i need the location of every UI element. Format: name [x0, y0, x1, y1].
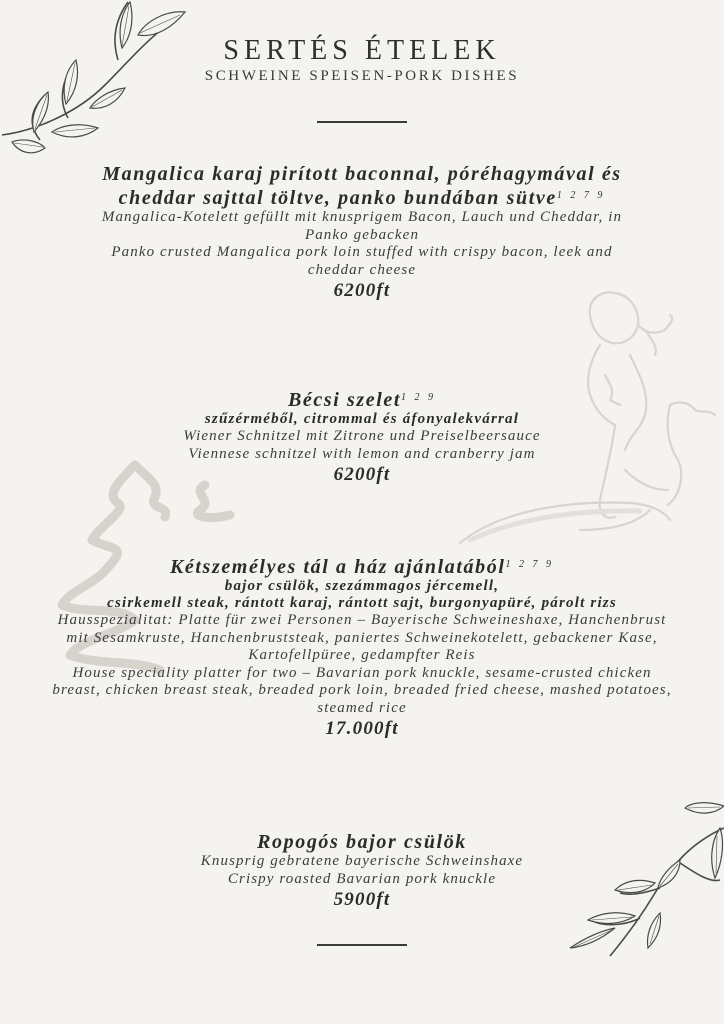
divider-bottom — [317, 944, 407, 946]
dish-price: 17.000ft — [325, 718, 399, 739]
dish-description: breast, chicken breast steak, breaded pork loin, breaded fried cheese, mashed potatoes, — [52, 682, 672, 698]
dish-name: Kétszemélyes tál a ház ajánlatából$^{1 2 7 9}$ — [169, 556, 554, 578]
allergen-codes: 1 2 7 9 — [556, 190, 606, 201]
dish-name: Ropogós bajor csülök — [257, 831, 467, 853]
dish-name: cheddar sajttal töltve, panko bundában sütve$^{1 2 7 9}$ — [118, 187, 606, 209]
dish-item — [14, 387, 710, 487]
dish-price: 6200ft — [333, 280, 391, 301]
page-title: SERTÉS ÉTELEK — [223, 35, 501, 66]
menu-header — [0, 36, 724, 85]
dish-description: Panko gebacken — [304, 226, 420, 243]
allergen-codes: 1 2 9 — [401, 392, 437, 403]
page-subtitle: SCHWEINE SPEISEN-PORK DISHES — [204, 68, 520, 84]
dish-description: Viennese schnitzel with lemon and cranberry jam — [188, 445, 536, 462]
dish-description: Hausspezialitat: Platte für zwei Personen – Bayerische Schweineshaxe, Hanchenbrust — [57, 612, 667, 628]
dish-subtitle: bajor csülök, szezámmagos jércemell, — [224, 578, 500, 594]
dish-name: Mangalica karaj pirított baconnal, póréhagymával és — [102, 163, 622, 185]
dish-description: Knusprig gebratene bayerische Schweinshaxe — [200, 853, 524, 869]
dish-description: Wiener Schnitzel mit Zitrone und Preiselbeersauce — [183, 428, 541, 444]
dish-description: steamed rice — [317, 699, 407, 716]
dish-description: cheddar cheese — [307, 261, 417, 278]
dish-description: mit Sesamkruste, Hanchenbruststeak, paniertes Schweinekotelett, gebackener Kase, — [66, 629, 658, 646]
dish-item — [14, 831, 710, 912]
dish-description: Panko crusted Mangalica pork loin stuffed with crispy bacon, leek and — [111, 244, 613, 260]
dish-description: Crispy roasted Bavarian pork knuckle — [227, 870, 497, 887]
dish-name: Bécsi szelet$^{1 2 9}$ — [287, 389, 437, 411]
dish-item — [14, 163, 710, 303]
divider-top — [317, 121, 407, 123]
dish-price: 6200ft — [333, 464, 391, 485]
dish-item — [14, 554, 710, 741]
dish-subtitle: szűzérméből, citrommal és áfonyalekvárral — [204, 411, 520, 427]
allergen-codes: 1 2 7 9 — [505, 559, 554, 570]
dish-description: Kartofellpüree, gedampfter Reis — [248, 647, 476, 663]
dish-description: Mangalica-Kotelett gefüllt mit knusprigem Bacon, Lauch und Cheddar, in — [101, 209, 623, 225]
dish-subtitle: csirkemell steak, rántott karaj, rántott sajt, burgonyapüré, párolt rizs — [107, 595, 617, 611]
dish-description: House speciality platter for two – Bavarian pork knuckle, sesame-crusted chicken — [72, 664, 652, 681]
dish-price: 5900ft — [333, 889, 391, 910]
